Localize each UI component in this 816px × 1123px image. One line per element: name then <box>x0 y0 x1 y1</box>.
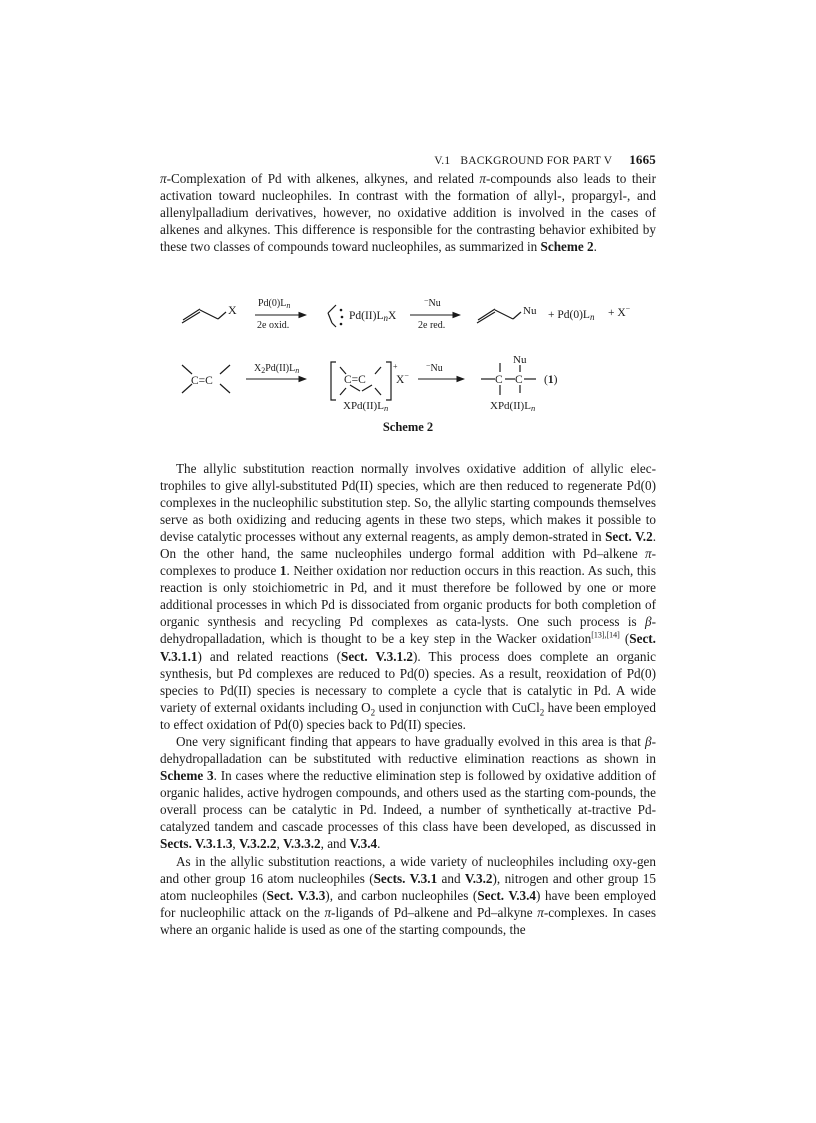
ref-sect-v313: Sects. V.3.1.3 <box>160 836 233 852</box>
adduct-c2: C <box>515 374 523 386</box>
beta-symbol: β <box>645 614 652 630</box>
paragraph-2 <box>160 460 656 733</box>
text-span: -dehydropalladation, which is thought to be a key step in the Wacker oxidation <box>160 614 656 647</box>
scheme-2-caption: Scheme 2 <box>382 420 434 434</box>
text-span: . <box>377 836 381 852</box>
header-section: V.1 <box>434 155 451 167</box>
adduct-nu: Nu <box>513 354 527 366</box>
text-span: ), nitrogen and other group 15 atom nucleophiles ( <box>160 871 656 904</box>
pi-symbol: π <box>644 546 652 562</box>
text-span: , and <box>320 836 350 852</box>
allyl-nu-structure <box>477 309 521 323</box>
compound-label: (1) <box>544 374 558 386</box>
pi-symbol: π <box>324 905 332 921</box>
adduct-structure <box>481 363 536 395</box>
citation: [13],[14] <box>591 631 620 641</box>
text-span: . In cases where the reductive elimination step is followed by oxidative addition of organic halides, active hydrogen compounds, and others used as the starting com-pounds, the overall process can be catalytic in Pd. Indeed, a number of synthetically at-tractive Pd-catalyzed tandem and cascade processes of this class have been developed, as discussed in <box>160 768 656 835</box>
text-span: . Neither oxidation nor reduction occurs in this reaction. As such, this reaction is only stoichiometric in Pd, and it must therefore be followed by one or more additional processes in which Pd is dissociated from organic products for both completion of organic synthesis and recycling Pd complexes as cata-lysts. One such process is <box>160 563 656 630</box>
text-span: ). This process does complete an organic synthesis, but Pd complexes are reduced to Pd(0) species. As a result, reoxidation of Pd(0) species to Pd(II) species is necessary to complete a cycle that is catalytic in Pd. A wide variety of external oxidants including O <box>160 648 656 715</box>
text-span: ) have been employed for nucleophilic attack on the <box>160 888 656 921</box>
ref-sect-v34: Sect. V.3.4 <box>477 888 537 904</box>
text-span: ), and carbon nucleophiles ( <box>325 888 478 904</box>
scheme-2-drawing <box>160 285 656 425</box>
substrate-x-label: X <box>228 303 237 317</box>
text-span: , <box>276 836 284 852</box>
pi-symbol: π <box>160 171 167 186</box>
ref-sect-v311: Sect. V.3.1.1 <box>160 631 656 664</box>
anion-byproduct: + X− <box>608 304 631 319</box>
ref-v32: V.3.2 <box>464 871 493 887</box>
subscript: 2 <box>539 707 545 718</box>
header-title: BACKGROUND FOR PART V <box>460 155 613 167</box>
compound-1-ref: 1 <box>279 563 287 579</box>
cation-plus: + <box>393 362 398 371</box>
ref-sect-v2: Sect. V.2 <box>605 529 653 545</box>
text-span: . On the other hand, the same nucleophiles undergo formal addition with Pd–alkene <box>160 529 656 562</box>
allyl-pd-label: Pd(II)LnX <box>349 310 397 323</box>
scheme-2 <box>160 285 656 435</box>
running-header <box>160 152 656 168</box>
ref-v34: V.3.4 <box>349 836 378 852</box>
text-span: As in the allylic substitution reactions, a wide variety of nucleophiles including oxy-gen and other group 16 atom nucleophiles ( <box>160 854 656 887</box>
arrow1-bottom-label: 2e oxid. <box>257 320 290 331</box>
arrow2-top-label: −Nu <box>424 296 441 309</box>
paragraph-4 <box>160 853 656 938</box>
alkene-label: C=C <box>191 375 213 387</box>
adduct-c1: C <box>495 374 503 386</box>
text-span: One very significant finding that appears to have gradually evolved in this area is that <box>176 734 646 749</box>
pi-symbol: π <box>537 905 544 921</box>
ref-sects-v31: Sects. V.3.1 <box>373 871 438 887</box>
paragraph-3 <box>160 733 656 852</box>
text-span: have been employed to effect oxidation of Pd(0) species back to Pd(II) species. <box>160 699 656 732</box>
ref-v332: V.3.3.2 <box>283 836 321 852</box>
ref-sect-v312: Sect. V.3.1.2 <box>340 648 414 664</box>
ref-sect-v33: Sect. V.3.3 <box>266 888 326 904</box>
allyl-x-structure <box>182 309 226 323</box>
beta-symbol: β <box>645 734 652 749</box>
arrow4-top-label: −Nu <box>426 361 443 374</box>
pd0-byproduct: + Pd(0)Ln <box>548 309 595 322</box>
text-span: ( <box>619 631 630 647</box>
ref-v322: V.3.2.2 <box>239 836 277 852</box>
scheme-2-ref: Scheme 2 <box>540 239 594 255</box>
arrow1-top-label: $Pd(0)L_n$ <box>258 298 291 310</box>
text-span: -dehydropalladation can be substituted with reductive elimination reactions as shown in <box>160 734 656 767</box>
text-span: , <box>232 836 240 852</box>
text-span: The allylic substitution reaction normally involves oxidative addition of allylic elec-trophiles to give allyl-substituted Pd(II) species, which are then reduced to regenerate Pd(0) complexes in the nucleophilic substitution step. So, the allylic starting compounds themselves serve as both oxidizing and reducing agents in these two steps, which makes it possible to devise catalytic processes without any external reagents, as amply demon-strated in <box>160 461 656 545</box>
arrow3-top-label: $X_2Pd(II)L_n$ <box>254 363 300 375</box>
text-span: -ligands of Pd–alkene and Pd–alkyne <box>331 905 538 921</box>
text-span: and <box>437 871 465 887</box>
text-span: ) and related reactions ( <box>197 648 341 664</box>
scheme-3-ref: Scheme 3 <box>160 768 214 784</box>
text-span: -complexes. In cases where an organic halide is used as one of the starting compounds, the <box>160 905 657 938</box>
product-nu-label: Nu <box>523 305 537 317</box>
text-span: -Complexation of Pd with alkenes, alkynes, and related <box>166 171 480 186</box>
paragraph-1 <box>160 170 656 255</box>
counter-anion: X− <box>396 371 409 386</box>
page-number: 1665 <box>629 152 656 167</box>
subscript: 2 <box>370 707 376 718</box>
arrow2-bottom-label: 2e red. <box>418 320 446 331</box>
pi-complex-pd: XPd(II)Ln <box>343 400 389 413</box>
adduct-pd: XPd(II)Ln <box>490 400 536 413</box>
text-span: . <box>593 239 597 255</box>
pi-complex-cc: C=C <box>344 374 366 386</box>
allyl-pd-complex-structure <box>328 305 336 327</box>
allyl-dots <box>340 309 344 326</box>
text-span: used in conjunction with CuCl <box>375 699 540 715</box>
text-span: -complexes to produce <box>160 546 656 579</box>
text-span: -compounds also leads to their activation toward nucleophiles. In contrast with the formation of allyl-, propargyl-, and allenylpalladium derivatives, however, no oxidative addition is involved in the cases of alkenes and alkynes. This difference is responsible for the contrasting behavior exhibited by these two classes of compounds toward nucleophiles, as summarized in <box>160 171 656 255</box>
pi-symbol: π <box>479 171 487 186</box>
